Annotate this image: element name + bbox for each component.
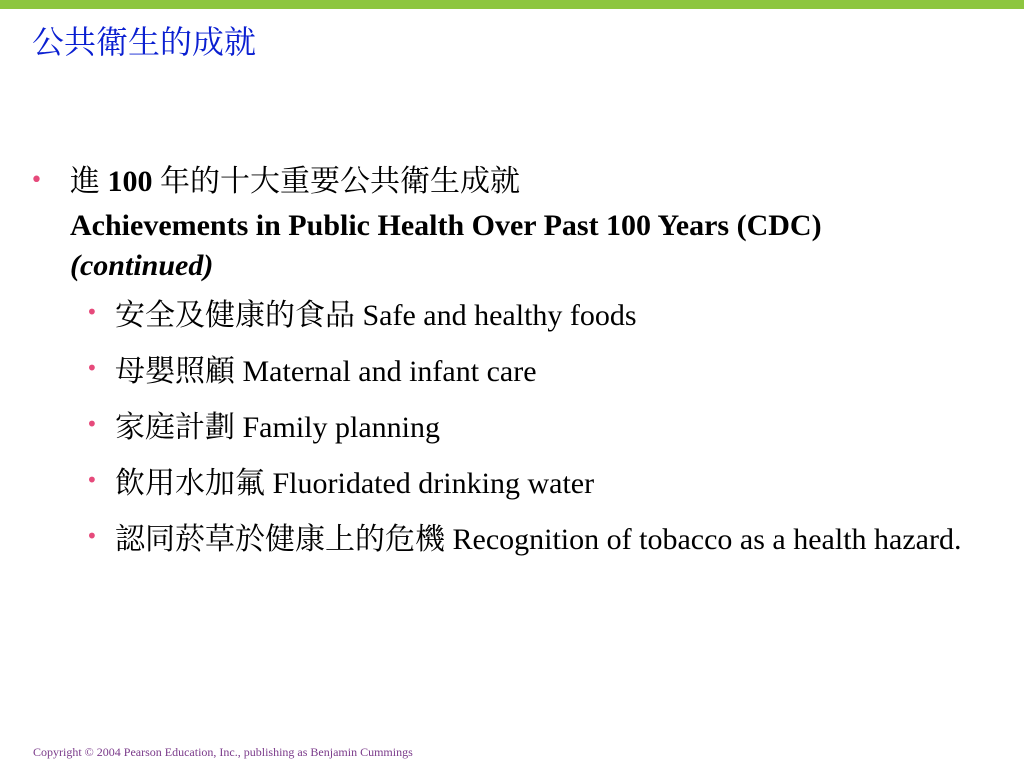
- subtitle-text: Achievements in Public Health Over Past 100 Years (CDC): [70, 209, 822, 242]
- achievement-list: [30, 294, 990, 561]
- item-en: Fluoridated drinking water: [272, 467, 595, 500]
- item-cjk: 母嬰照顧: [115, 354, 235, 389]
- item-en: Family planning: [242, 411, 440, 444]
- bullet-dot-icon: •: [86, 356, 98, 380]
- list-item: [86, 406, 995, 449]
- item-cjk: 飲用水加氟: [115, 466, 265, 501]
- subtitle-continued: (continued): [70, 249, 214, 282]
- bullet-dot-icon: •: [86, 412, 98, 436]
- top-accent-bar: [0, 0, 1024, 9]
- slide-content: [30, 160, 990, 574]
- bullet-dot-icon: •: [86, 468, 98, 492]
- main-bullet: [30, 160, 990, 204]
- item-en: Recognition of tobacco as a health hazard.: [452, 523, 962, 556]
- main-bullet-cjk: 進: [70, 164, 100, 199]
- list-item: [86, 350, 995, 393]
- item-en: Maternal and infant care: [242, 355, 537, 388]
- item-cjk: 安全及健康的食品: [115, 298, 355, 333]
- item-cjk: 家庭計劃: [115, 410, 235, 445]
- main-bullet-number: 100: [107, 165, 153, 198]
- list-item: [86, 294, 995, 337]
- main-bullet-text: [70, 160, 990, 204]
- bullet-dot-icon: •: [86, 300, 98, 324]
- subtitle: [70, 206, 950, 286]
- list-item: [86, 462, 995, 505]
- bullet-dot-icon: •: [30, 168, 43, 193]
- item-cjk: 認同菸草於健康上的危機: [115, 522, 445, 557]
- slide-title: 公共衛生的成就: [32, 23, 257, 61]
- item-en: Safe and healthy foods: [362, 299, 637, 332]
- main-bullet-cjk-rest: 年的十大重要公共衛生成就: [160, 164, 520, 199]
- list-item: [86, 518, 995, 561]
- bullet-dot-icon: •: [86, 524, 98, 548]
- copyright-footer: Copyright © 2004 Pearson Education, Inc., publishing as Benjamin Cummings: [33, 745, 413, 759]
